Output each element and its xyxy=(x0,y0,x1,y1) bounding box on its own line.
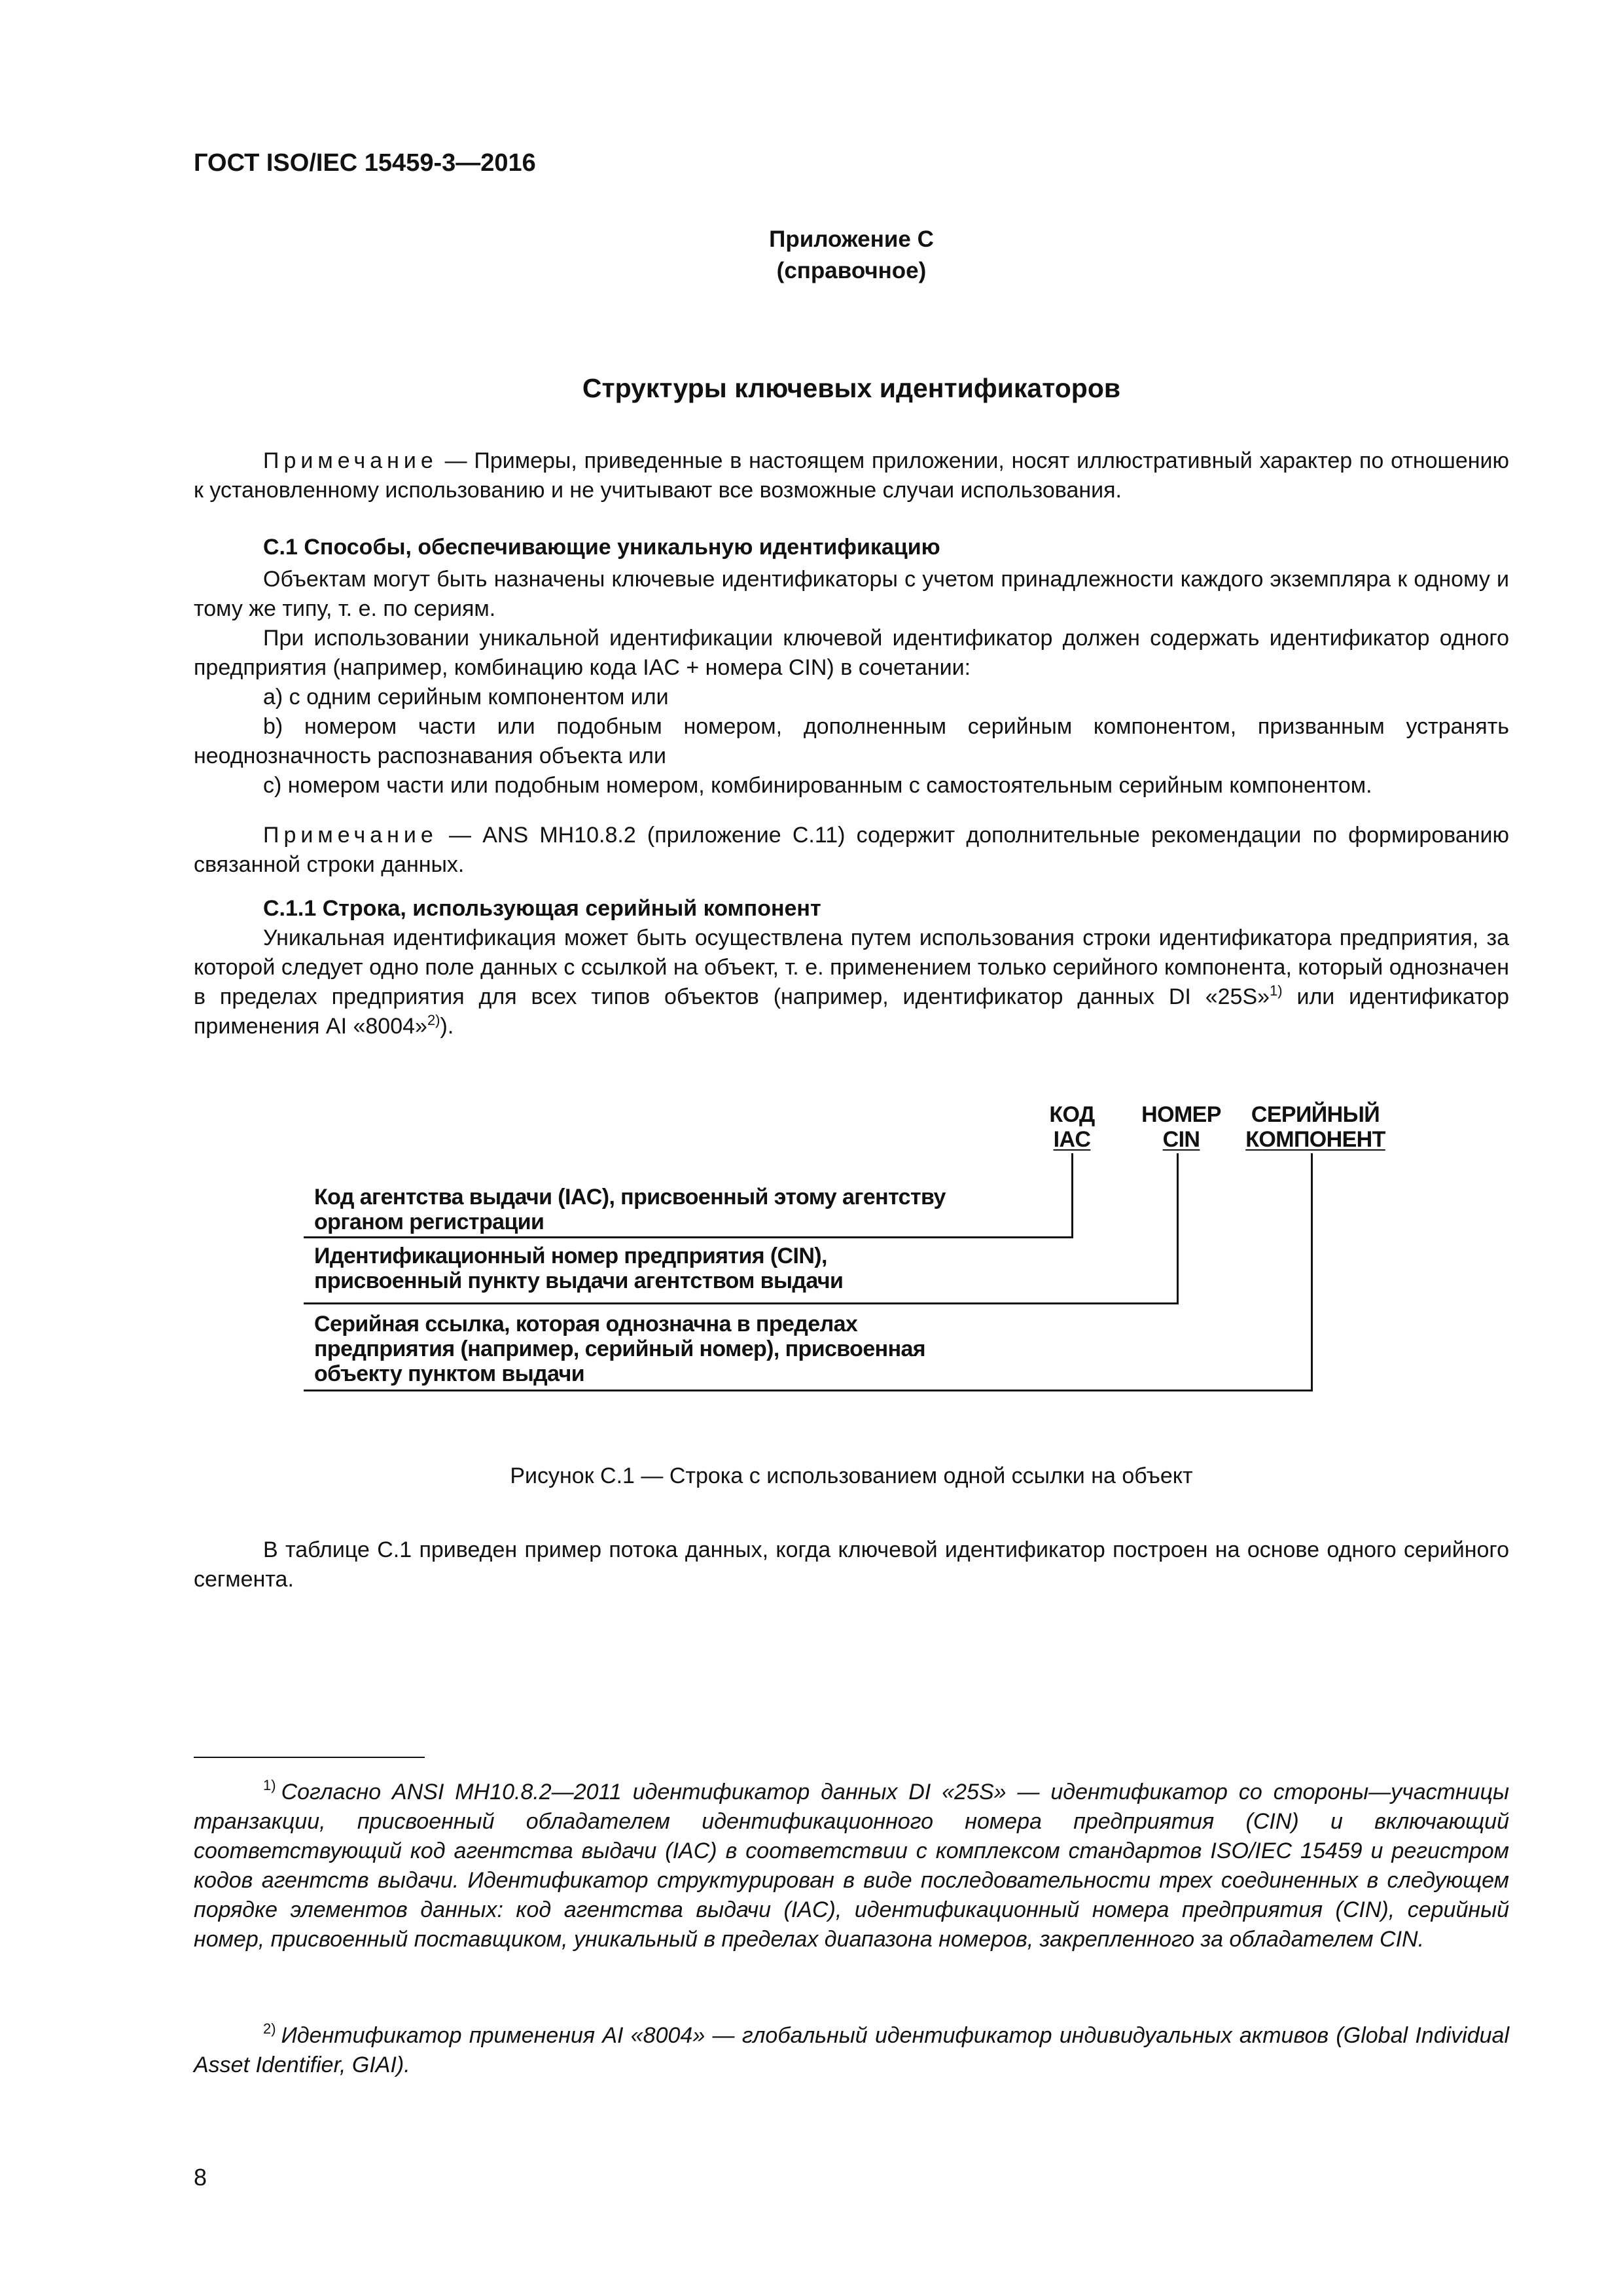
after-figure-paragraph xyxy=(194,1535,1509,1594)
figure-caption: Рисунок С.1 — Строка с использованием одной ссылки на объект xyxy=(510,1463,1193,1488)
list-item-b: b) номером части или подобным номером, дополненным серийным компонентом, призванным устранять неоднозначность распознавания объекта или xyxy=(194,714,1509,768)
paragraph-text: ). xyxy=(440,1014,454,1039)
connector-line-serial-vertical xyxy=(1311,1153,1313,1391)
figure-label-line: органом регистрации xyxy=(314,1210,544,1234)
footnote-1 xyxy=(194,1778,1509,1954)
column-header-top: НОМЕР xyxy=(1141,1102,1221,1127)
connector-line-serial xyxy=(304,1390,1313,1391)
main-title: Структуры ключевых идентификаторов xyxy=(582,373,1121,403)
document-code: ГОСТ ISO/IEC 15459-3—2016 xyxy=(194,149,536,177)
column-header-iac xyxy=(1033,1102,1111,1152)
note-2 xyxy=(194,821,1509,880)
figure-label-cin xyxy=(314,1244,843,1293)
column-header-top: КОД xyxy=(1049,1102,1095,1127)
column-header-bottom: CIN xyxy=(1162,1127,1200,1152)
figure-label-iac xyxy=(314,1185,946,1234)
paragraph-text: Уникальная идентификация может быть осуществлена путем использования строки идентификатора предприятия, за которой следует одно поле данных с ссылкой на объект, т. е. применением только серийного компонента, который однозначен в пределах предприятия для всех типов объектов (например, идентификатор данных DI «25S» xyxy=(194,925,1509,1009)
connector-line-cin xyxy=(304,1302,1179,1304)
section-c1 xyxy=(194,533,1509,800)
column-header-bottom: IAC xyxy=(1053,1127,1091,1152)
paragraph-text: или идентификатор применения AI «8004» xyxy=(194,984,1510,1039)
note-label: Примечание xyxy=(263,448,438,473)
footnote-text: Идентификатор применения AI «8004» — глобальный идентификатор индивидуальных активов (Global Individual Asset Identifier, GIAI). xyxy=(194,2023,1509,2077)
footnote-mark: 1) xyxy=(263,1777,276,1793)
page-number: 8 xyxy=(194,2164,207,2191)
figure-label-line: присвоенный пункту выдачи агентством выдачи xyxy=(314,1268,844,1293)
annex-subtitle: (справочное) xyxy=(776,258,927,283)
column-header-bottom: КОМПОНЕНТ xyxy=(1245,1127,1385,1152)
section-heading: С.1 Способы, обеспечивающие уникальную идентификацию xyxy=(263,535,940,560)
note-1 xyxy=(194,446,1509,505)
connector-line-cin-vertical xyxy=(1177,1153,1179,1304)
connector-line-iac xyxy=(304,1236,1073,1238)
list-item-c: с) номером части или подобным номером, комбинированным с самостоятельным серийным компонентом. xyxy=(263,773,1372,798)
section-c1-1 xyxy=(194,894,1509,1041)
note-text: — Примеры, приведенные в настоящем приложении, носят иллюстративный характер по отношению к установленному использованию и не учитывают все возможные случаи использования. xyxy=(194,448,1509,503)
footnote-ref-2: 2) xyxy=(427,1012,440,1028)
footnote-2 xyxy=(194,2021,1509,2080)
list-item-a: а) с одним серийным компонентом или xyxy=(263,685,669,709)
figure-label-line: Серийная ссылка, которая однозначна в пределах xyxy=(314,1312,858,1336)
paragraph: В таблице С.1 приведен пример потока данных, когда ключевой идентификатор построен на основе одного серийного сегмента. xyxy=(194,1537,1509,1592)
note-text: — ANS MH10.8.2 (приложение С.11) содержит дополнительные рекомендации по формированию связанной строки данных. xyxy=(194,823,1509,877)
figure-label-line: предприятия (например, серийный номер), присвоенная xyxy=(314,1336,926,1361)
figure-label-line: Идентификационный номер предприятия (CIN), xyxy=(314,1244,827,1268)
column-header-cin xyxy=(1126,1102,1237,1152)
section-heading: С.1.1 Строка, использующая серийный компонент xyxy=(263,896,821,921)
paragraph: При использовании уникальной идентификации ключевой идентификатор должен содержать идентификатор одного предприятия (например, комбинацию кода IAC + номера CIN) в сочетании: xyxy=(194,626,1509,680)
footnote-ref-1: 1) xyxy=(1270,982,1283,999)
connector-line-iac-vertical xyxy=(1071,1153,1073,1238)
paragraph: Объектам могут быть назначены ключевые идентификаторы с учетом принадлежности каждого экземпляра к одному и тому же типу, т. е. по сериям. xyxy=(194,567,1509,621)
column-header-serial xyxy=(1237,1102,1394,1152)
figure-label-line: объекту пунктом выдачи xyxy=(314,1361,585,1386)
annex-title: Приложение C xyxy=(769,226,934,252)
note-label: Примечание xyxy=(263,823,438,848)
footnote-mark: 2) xyxy=(263,2020,276,2037)
footnote-separator xyxy=(194,1757,425,1758)
footnote-text: Согласно ANSI MH10.8.2—2011 идентификатор данных DI «25S» — идентификатор со стороны—участницы транзакции, присвоенный обладателем идентификационного номера предприятия (CIN) и включающий соответствующий код агентства выдачи (IAC) в соответствии с комплексом стандартов ISO/IEC 15459 и регистром кодов агентств выдачи. Идентификатор структурирован в виде последовательности трех соединенных в следующем порядке элементов данных: код агентства выдачи (IAC), идентификационный номера предприятия (CIN), серийный номер, присвоенный поставщиком, уникальный в пределах диапазона номеров, закрепленного за обладателем CIN. xyxy=(194,1780,1509,1952)
paragraph xyxy=(194,924,1509,1041)
column-header-top: СЕРИЙНЫЙ xyxy=(1251,1102,1380,1127)
figure-label-serial xyxy=(314,1312,925,1386)
figure-label-line: Код агентства выдачи (IAC), присвоенный этому агентству xyxy=(314,1185,946,1210)
